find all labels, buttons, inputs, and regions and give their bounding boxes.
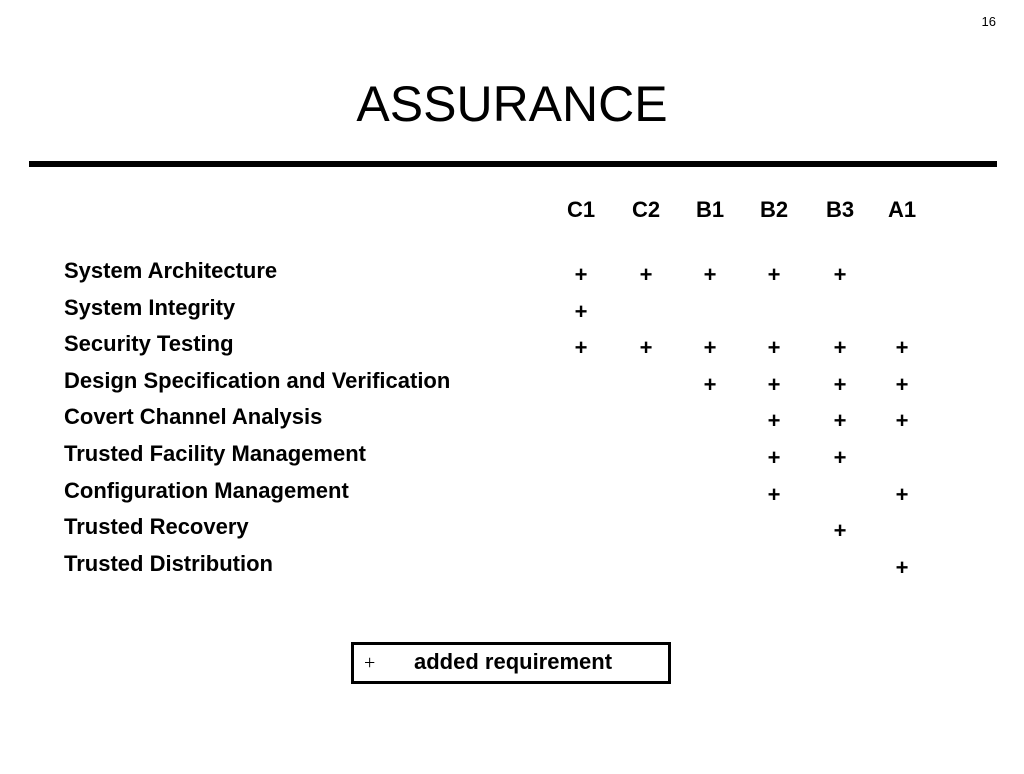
table-row <box>0 478 1024 514</box>
table-row <box>0 331 1024 367</box>
column-header-b2: B2 <box>759 197 789 222</box>
requirement-cell-c2: + <box>639 262 653 287</box>
column-header-b3: B3 <box>825 197 855 222</box>
column-header-c2: C2 <box>631 197 661 222</box>
row-label: Design Specification and Verification <box>64 368 451 393</box>
requirement-cell-a1: + <box>895 408 909 433</box>
requirement-cell-b2: + <box>767 482 781 507</box>
requirement-cell-a1: + <box>895 482 909 507</box>
row-label: System Integrity <box>64 295 236 320</box>
legend-symbol: + <box>364 652 376 674</box>
requirement-cell-b2: + <box>767 262 781 287</box>
requirement-cell-b2: + <box>767 335 781 360</box>
table-row <box>0 441 1024 477</box>
requirement-cell-b3: + <box>833 445 847 470</box>
requirement-cell-a1: + <box>895 372 909 397</box>
column-header-c1: C1 <box>566 197 596 222</box>
table-row <box>0 404 1024 440</box>
table-row <box>0 258 1024 294</box>
row-label: Security Testing <box>64 331 234 356</box>
page-number: 16 <box>981 14 996 29</box>
row-label: Trusted Facility Management <box>64 441 366 466</box>
requirement-cell-b3: + <box>833 372 847 397</box>
table-row <box>0 551 1024 587</box>
legend-text: added requirement <box>414 649 613 674</box>
requirement-cell-b3: + <box>833 262 847 287</box>
requirement-cell-b3: + <box>833 518 847 543</box>
title-divider <box>29 161 997 167</box>
requirement-cell-c1: + <box>574 335 588 360</box>
requirement-cell-a1: + <box>895 335 909 360</box>
requirement-cell-c1: + <box>574 299 588 324</box>
row-label: System Architecture <box>64 258 278 283</box>
row-label: Configuration Management <box>64 478 349 503</box>
row-label: Covert Channel Analysis <box>64 404 323 429</box>
requirement-cell-b2: + <box>767 408 781 433</box>
requirement-cell-b3: + <box>833 335 847 360</box>
slide-title: ASSURANCE <box>356 76 668 132</box>
requirement-cell-c2: + <box>639 335 653 360</box>
table-row <box>0 514 1024 550</box>
requirement-cell-b1: + <box>703 335 717 360</box>
legend-box <box>351 642 671 684</box>
requirement-cell-b2: + <box>767 372 781 397</box>
column-header-a1: A1 <box>887 197 917 222</box>
row-label: Trusted Distribution <box>64 551 273 576</box>
table-row <box>0 368 1024 404</box>
requirement-cell-a1: + <box>895 555 909 580</box>
requirement-cell-b3: + <box>833 408 847 433</box>
column-header-b1: B1 <box>695 197 725 222</box>
row-label: Trusted Recovery <box>64 514 249 539</box>
requirement-cell-b2: + <box>767 445 781 470</box>
table-row <box>0 295 1024 331</box>
requirement-cell-b1: + <box>703 262 717 287</box>
requirement-cell-c1: + <box>574 262 588 287</box>
requirement-cell-b1: + <box>703 372 717 397</box>
